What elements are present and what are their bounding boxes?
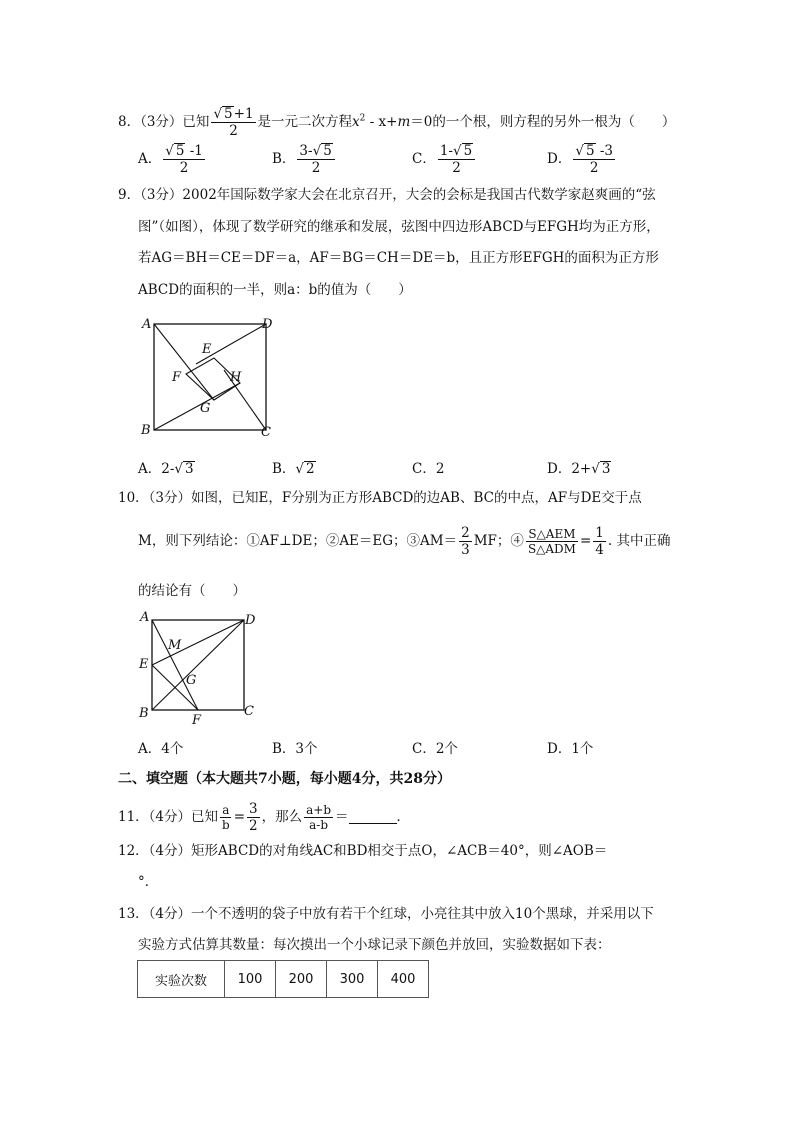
q10-label-d: D	[245, 613, 256, 628]
q9-label-b: B	[141, 423, 151, 438]
q12-line-1: 12．（4分）矩形ABCD的对角线AC和BD相交于点O，∠ACB＝40°，则∠AOB＝	[118, 843, 608, 859]
q9-label-g: G	[200, 401, 211, 416]
q9-line-4: ABCD的面积的一半，则a：b的值为（ ）	[138, 282, 412, 298]
q10-line-2: M，则下列结论：①AF⊥DE；②AE＝EG；③AM＝ $\frac{2}{3}$ MF；④ $\frac{\text{S△AEM}}{\text{S△ADM}}$ = $\frac{1}{4}$ . 其中正确	[138, 525, 671, 558]
q10-label-c: C	[244, 704, 254, 719]
q9-label-c: C	[261, 425, 271, 440]
q9-line-a	[154, 324, 214, 400]
q10-option-c[interactable]: C．2个	[412, 741, 458, 757]
q10-option-b[interactable]: B．3个	[272, 741, 318, 757]
q8-option-b[interactable]: B． $\frac{3-√ 5}{2}$	[272, 143, 337, 176]
q8-number: 8．（3分）已知	[118, 114, 210, 130]
q10-label-m: M	[168, 638, 182, 653]
q9-option-c[interactable]: C．2	[412, 461, 445, 477]
q8-root-fraction: $\frac{√ 5+1}{2}$	[213, 106, 254, 139]
q9-zhao-shuang-figure	[136, 312, 286, 442]
q13-experiment-table	[137, 960, 429, 998]
q9-line-3: 若AG＝BH＝CE＝DF＝a，AF＝BG＝CH＝DE＝b，且正方形EFGH的面积为正方形	[138, 250, 659, 266]
q9-option-b[interactable]: B．√ 2	[272, 461, 315, 477]
q10-label-b: B	[139, 706, 149, 721]
q8-option-a[interactable]: A． $\frac{√ 5 -1}{2}$	[138, 143, 203, 176]
q9-label-d: D	[262, 317, 273, 332]
q9-option-a[interactable]: A．2-√ 3	[138, 461, 194, 477]
table-cell: 300	[327, 961, 378, 998]
q9-label-a: A	[142, 317, 152, 332]
table-cell: 200	[276, 961, 327, 998]
q10-square-figure	[134, 608, 264, 726]
q11-stem: 11．（4分）已知 $\frac{a}{b}$ = $\frac{3}{2}$ ，那么 $\frac{a+b}{a-b}$ ＝ ．	[118, 801, 411, 834]
table-cell: 400	[378, 961, 429, 998]
q10-line-ed	[152, 620, 244, 665]
table-row	[138, 961, 429, 998]
q9-label-e: E	[202, 342, 212, 357]
q10-option-d[interactable]: D．1个	[547, 741, 594, 757]
q13-line-1: 13．（4分）一个不透明的袋子中放有若干个红球，小亮往其中放入10个黑球，并采用以下	[118, 906, 654, 922]
q10-option-a[interactable]: A．4个	[138, 741, 184, 757]
q10-label-g: G	[186, 673, 197, 688]
q10-line-1: 10．（3分）如图，已知E，F分别为正方形ABCD的边AB、BC的中点，AF与DE交于点	[118, 490, 642, 506]
table-header-cell: 实验次数	[138, 961, 225, 998]
q10-line-3: 的结论有（ ）	[138, 583, 246, 599]
q10-line-af	[152, 620, 198, 710]
q12-line-2: °．	[138, 874, 159, 890]
q8-stem: 8．（3分）已知 $\frac{√ 5+1}{2}$ 是一元二次方程$x^2 - x+m=0$的一个根，则方程的另外一根为（ ）	[118, 106, 676, 139]
q9-label-f: F	[172, 370, 182, 385]
q8-option-c[interactable]: C． $\frac{1-√ 5}{2}$	[412, 143, 477, 176]
section-fill-in-title: 二、填空题（本大题共7小题，每小题4分，共28分）	[118, 771, 451, 787]
q9-option-d[interactable]: D．2+√ 3	[547, 461, 611, 477]
q13-line-2: 实验方式估算其数量：每次摸出一个小球记录下颜色并放回，实验数据如下表：	[138, 937, 611, 953]
q9-line-2: 图”（如图），体现了数学研究的继承和发展，弦图中四边形ABCD与EFGH均为正方形，	[138, 219, 660, 235]
q10-line-bd	[152, 620, 244, 710]
q10-label-a: A	[140, 610, 150, 625]
table-cell: 100	[225, 961, 276, 998]
q10-label-e: E	[139, 657, 149, 672]
q9-line-b	[154, 383, 240, 430]
q10-label-f: F	[192, 713, 202, 726]
q9-label-h: H	[230, 370, 242, 385]
q9-line-1: 9．（3分）2002年国际数学家大会在北京召开，大会的会标是我国古代数学家赵爽画的“弦	[118, 187, 656, 203]
q11-answer-blank[interactable]	[349, 811, 397, 824]
q8-option-d[interactable]: D． $\frac{√ 5 -3}{2}$	[547, 143, 613, 176]
